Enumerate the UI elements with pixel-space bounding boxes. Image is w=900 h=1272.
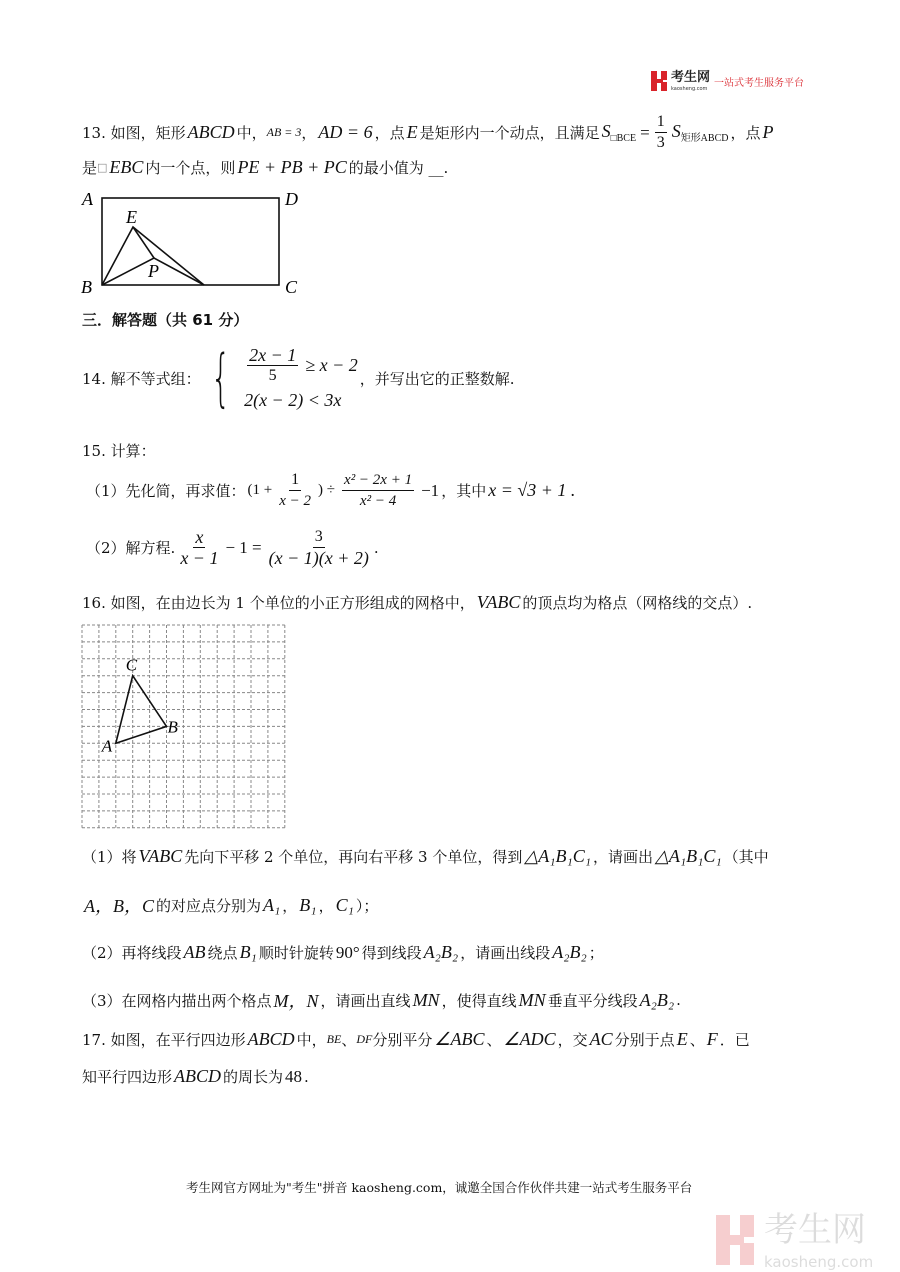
watermark-logo [716, 1210, 873, 1271]
text: （2）解方程. [86, 539, 176, 557]
math: C₁ [335, 894, 354, 915]
text: ，并写出它的正整数解. [359, 369, 515, 388]
text: 先向下平移 2 个单位，再向右平移 3 个单位，得到 [184, 848, 523, 866]
math: x = √3 + 1 . [488, 480, 576, 500]
fraction [245, 345, 300, 386]
text: 内一个点，则 [145, 159, 236, 177]
math: B₁ [239, 942, 257, 962]
text: ， [282, 896, 298, 915]
q17-line2 [82, 1066, 309, 1087]
brand-mark-icon [651, 71, 669, 91]
math: = [640, 122, 650, 142]
math: M，N [273, 991, 319, 1011]
text: 的周长为 [223, 1068, 284, 1086]
math: 48 [285, 1066, 303, 1086]
label-c: C [285, 277, 298, 297]
text: 17. 如图，在平行四边形 [82, 1031, 246, 1049]
text: 绕点 [207, 944, 238, 962]
brand-name: 考生网 [671, 70, 711, 85]
text: 的顶点均为格点（网格线的交点）. [522, 594, 753, 612]
text: 中， [296, 1031, 327, 1049]
math: △A₁B₁C₁ [524, 846, 591, 866]
text: 知平行四边形 [82, 1068, 173, 1086]
subscript: 矩形ABCD [680, 133, 729, 144]
text: . [373, 538, 379, 557]
text: （3）在网格内描出两个格点 [82, 991, 272, 1010]
text: ， [318, 896, 334, 915]
q15-part1 [86, 470, 577, 511]
q16-intro [82, 592, 752, 613]
text: ，使得直线 [441, 991, 517, 1010]
math: A₂B₂ [552, 942, 587, 962]
math: − 1 = [225, 537, 262, 557]
math [602, 121, 637, 144]
text: 分别于点 [614, 1031, 675, 1049]
fraction [267, 527, 371, 568]
brand-url: kaosheng.com [671, 86, 708, 93]
text: ，点 [374, 124, 405, 142]
text: 的最小值为 __. [348, 159, 449, 177]
math: AC [589, 1029, 613, 1049]
text: （1）先化简，再求值： [86, 482, 246, 500]
q16-part1-line1 [82, 846, 769, 867]
math: DF [356, 1032, 373, 1046]
math: PE + PB + PC [237, 157, 347, 177]
text: 的对应点分别为 [156, 896, 262, 915]
denominator: 3 [656, 134, 665, 151]
text: （1）将 [82, 848, 137, 866]
text: 是矩形内一个动点，且满足 [419, 124, 600, 142]
watermark-url: kaosheng.com [764, 1252, 874, 1271]
label-c: C [125, 655, 138, 675]
math: EBC [109, 157, 144, 177]
math: AB [183, 942, 206, 962]
math: 2(x − 2) < 3x [244, 390, 342, 410]
q13-line2 [82, 157, 448, 178]
math [672, 121, 729, 144]
math: VABC [476, 592, 521, 612]
q16-part3 [82, 987, 681, 1013]
math: A₂B₂ [639, 989, 675, 1010]
math: AB = 3 [266, 125, 302, 139]
numerator: 2x − 1 [249, 345, 297, 365]
fraction [340, 470, 416, 511]
math: ABCD [187, 122, 235, 142]
denominator: x − 2 [279, 493, 312, 509]
text: 、 [341, 1031, 357, 1049]
label-b: B [167, 717, 178, 737]
math: VABC [138, 846, 183, 866]
numerator: 1 [289, 470, 301, 491]
math: ≥ x − 2 [305, 355, 358, 375]
math: F [706, 1029, 718, 1049]
math: ∠ABC [434, 1029, 485, 1049]
text: ， [301, 124, 317, 142]
math: −1 [421, 480, 440, 500]
text: ．已 [719, 1031, 750, 1049]
text: 分别平分 [372, 1031, 433, 1049]
subscript: □BCE [610, 133, 637, 144]
q15-part2 [86, 527, 379, 568]
section-heading: 三．解答题（共 61 分） [82, 311, 249, 329]
label-a: A [82, 189, 93, 209]
text: ，交 [557, 1031, 588, 1049]
brand-slogan: 一站式考生服务平台 [714, 77, 805, 89]
math: MN [412, 989, 440, 1010]
math: A₂B₂ [423, 942, 459, 962]
text: 14. 解不等式组： [82, 369, 201, 388]
math: ABCD [174, 1066, 222, 1086]
q15-title: 15. 计算： [82, 442, 156, 460]
text: 、 [689, 1031, 705, 1049]
math: E [676, 1029, 688, 1049]
text: 是 [82, 159, 98, 177]
math: P [762, 122, 774, 142]
numerator: 1 [655, 112, 667, 133]
text: ，点 [730, 124, 761, 142]
text: 垂直平分线段 [547, 991, 638, 1010]
text: （2）再将线段 [82, 944, 182, 962]
text: 顺时针旋转 [258, 944, 334, 962]
math: A，B，C [84, 896, 154, 916]
text: ，其中 [441, 482, 487, 500]
denominator: x² − 4 [359, 493, 397, 509]
label-p: P [148, 261, 159, 281]
watermark-brand: 考生网 [764, 1210, 866, 1250]
text: □ [97, 161, 108, 174]
q16-part2 [82, 942, 604, 963]
math: E [406, 122, 418, 142]
math: BE [326, 1032, 342, 1046]
q13-figure [75, 185, 315, 300]
text: 得到线段 [361, 944, 422, 962]
text: （其中 [723, 848, 769, 866]
q14 [82, 341, 515, 414]
math: S [601, 121, 611, 141]
text: ； [588, 944, 604, 962]
text: ，请画出线段 [460, 944, 551, 962]
label-a: A [101, 736, 113, 756]
numerator: x² − 2x + 1 [342, 470, 414, 491]
q16-part1-line2 [82, 892, 378, 918]
text: 16. 如图，在由边长为 1 个单位的小正方形组成的网格中， [82, 594, 475, 612]
footer-text: 考生网官方网址为"考生"拼音 kaosheng.com，诚邀全国合作伙伴共建一站式考生服务平台 [186, 1180, 693, 1195]
denominator: 5 [268, 367, 277, 384]
fraction [178, 527, 220, 568]
brace: { [210, 341, 231, 414]
denominator: x − 1 [180, 548, 219, 568]
q17-line1 [82, 1029, 750, 1050]
math: A₁ [263, 894, 281, 915]
math: ∠ADC [503, 1029, 556, 1049]
math: MN [518, 989, 546, 1010]
math: △A₁B₁C₁ [655, 846, 722, 866]
math: AD = 6 [318, 122, 373, 142]
math: 90° [335, 942, 360, 962]
text: 、 [486, 1031, 502, 1049]
fraction [277, 470, 313, 511]
text: ，请画出 [593, 848, 654, 866]
math: ABCD [247, 1029, 295, 1049]
text: 13. 如图，矩形 [82, 124, 186, 142]
label-e: E [126, 207, 137, 227]
text: . [676, 991, 681, 1009]
math: (1 + [247, 482, 273, 498]
denominator: (x − 1)(x + 2) [268, 548, 369, 568]
inequality-system [242, 345, 360, 411]
text: . [304, 1067, 309, 1086]
text: 中， [236, 124, 267, 142]
math: B₁ [299, 894, 317, 915]
numerator: x [195, 527, 204, 547]
label-d: D [285, 189, 298, 209]
math: ) ÷ [318, 482, 336, 498]
math: S [671, 121, 681, 141]
text: ）； [355, 896, 379, 915]
text: ，请画出直线 [320, 991, 411, 1010]
brand-logo [651, 70, 804, 93]
label-b: B [81, 277, 92, 297]
q16-grid-figure [70, 620, 300, 835]
fraction [655, 112, 667, 153]
numerator: 3 [313, 527, 325, 548]
q13-line1 [82, 112, 776, 153]
watermark-mark-icon [716, 1215, 758, 1265]
